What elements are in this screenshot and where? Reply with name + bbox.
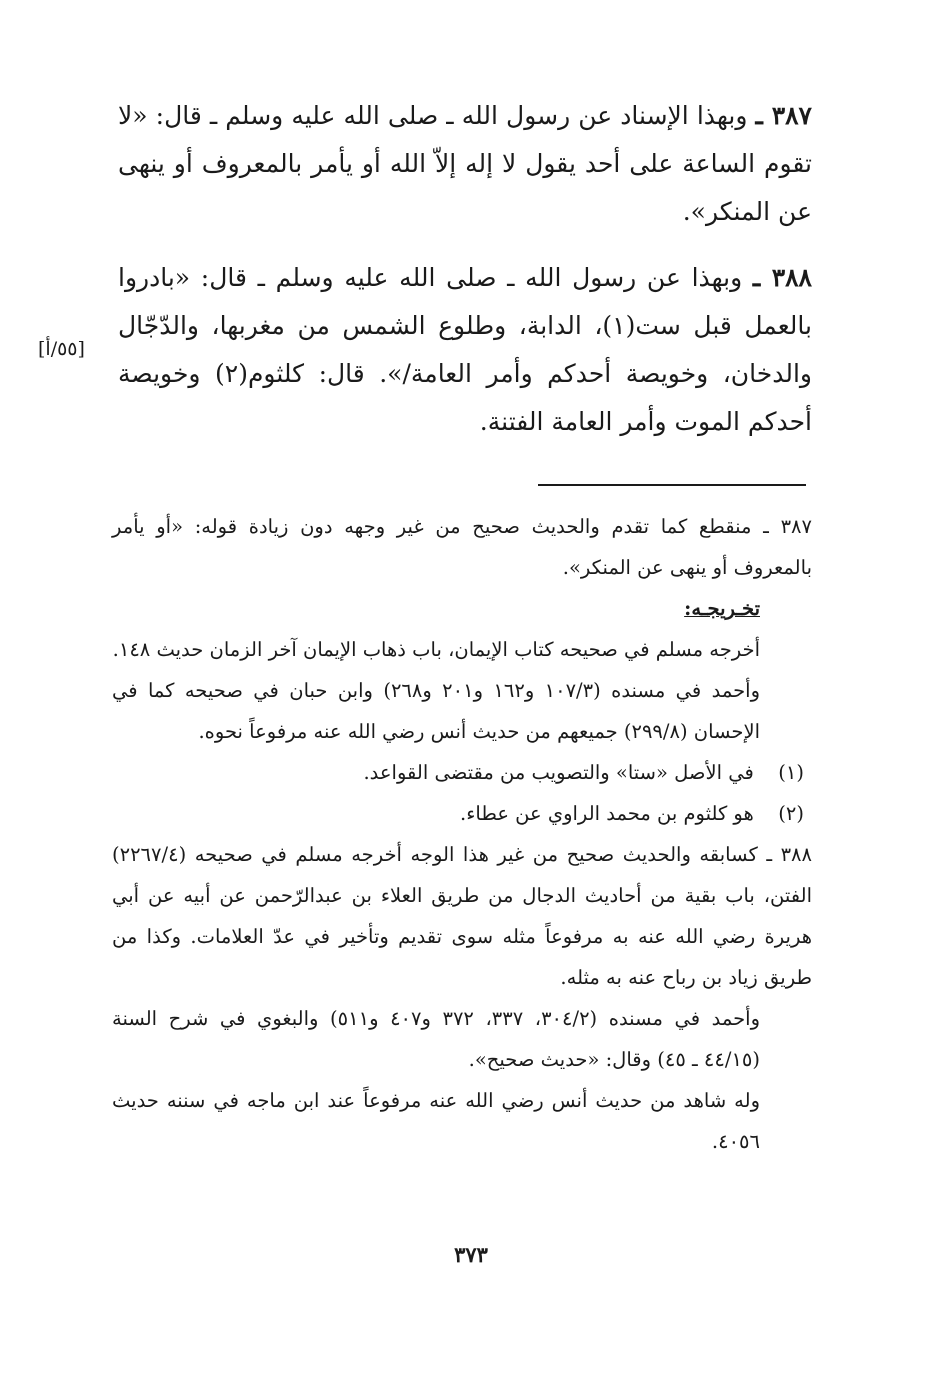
note-text: منقطع كما تقدم والحديث صحيح من غير وجهه دون زيادة قوله: «أو يأمر بالمعروف أو ينهى عن المنكر». xyxy=(112,515,812,579)
takhrij-heading-line xyxy=(112,588,812,629)
footnote-1 xyxy=(112,752,812,793)
page-number: ٣٧٣ xyxy=(454,1242,488,1267)
hadith-388 xyxy=(118,254,812,446)
hadith-387 xyxy=(118,92,812,236)
footnote-text: في الأصل «ستا» والتصويب من مقتضى القواعد. xyxy=(363,761,754,784)
manuscript-folio-marker: [٥٥/أ] xyxy=(38,338,85,360)
footnote-2 xyxy=(112,793,812,834)
hadith-number: ٣٨٨ ـ xyxy=(752,263,812,292)
footnote-separator xyxy=(538,484,806,486)
hadith-number: ٣٨٧ ـ xyxy=(755,101,812,130)
note-number: ٣٨٨ ـ xyxy=(766,843,812,866)
footnote-marker: (٢) xyxy=(778,802,804,825)
note-text: كسابقه والحديث صحيح من غير هذا الوجه أخرجه مسلم في صحيحه (٢٢٦٧/٤) الفتن، باب بقية من أحاديث الدجال من طريق العلاء بن عبدالرّحمن عن أبيه عن أبي هريرة رضي الله عنه به مرفوعاً مثله سوى تقديم وتأخير في عدّ العلامات. وكذا من طريق زياد بن رباح عنه به مثله. xyxy=(112,843,812,989)
note-388 xyxy=(112,834,812,998)
note-number: ٣٨٧ ـ xyxy=(763,515,812,538)
note-paragraph: وله شاهد من حديث أنس رضي الله عنه مرفوعاً عند ابن ماجه في سننه حديث ٤٠٥٦. xyxy=(112,1089,760,1153)
takhrij-paragraph: وأحمد في مسنده (١٠٧/٣ و١٦٢ و٢٠١ و٢٦٨) وابن حبان في صحيحه كما في الإحسان (٢٩٩/٨) جميعهم من حديث أنس رضي الله عنه مرفوعاً نحوه. xyxy=(112,679,761,743)
footnote-marker: (١) xyxy=(778,761,804,784)
takhrij-paragraph: أخرجه مسلم في صحيحه كتاب الإيمان، باب ذهاب الإيمان آخر الزمان حديث ١٤٨. xyxy=(112,638,760,661)
takhrij-heading: تخـريجـه: xyxy=(684,597,760,620)
note-paragraph: وأحمد في مسنده (٣٠٤/٢، ٣٣٧، ٣٧٢ و٤٠٧ و٥١١) والبغوي في شرح السنة (٤٤/١٥ ـ ٤٥) وقال: «حديث صحيح». xyxy=(112,1007,761,1071)
main-text xyxy=(118,92,812,464)
footnotes xyxy=(112,506,812,1162)
footnote-text: هو كلثوم بن محمد الراوي عن عطاء. xyxy=(460,802,754,825)
note-387 xyxy=(112,506,812,588)
hadith-text: وبهذا الإسناد عن رسول الله ـ صلى الله عليه وسلم ـ قال: «لا تقوم الساعة على أحد يقول لا إله إلاّ الله أو يأمر بالمعروف أو ينهى عن المنكر». xyxy=(118,101,812,226)
hadith-text: وبهذا عن رسول الله ـ صلى الله عليه وسلم ـ قال: «بادروا بالعمل قبل ست(١)، الدابة، وطلوع الشمس من مغربها، والدّجّال والدخان، وخويصة أحدكم وأمر العامة/». قال: كلثوم(٢) وخويصة أحدكم الموت وأمر العامة الفتنة. xyxy=(118,263,812,436)
